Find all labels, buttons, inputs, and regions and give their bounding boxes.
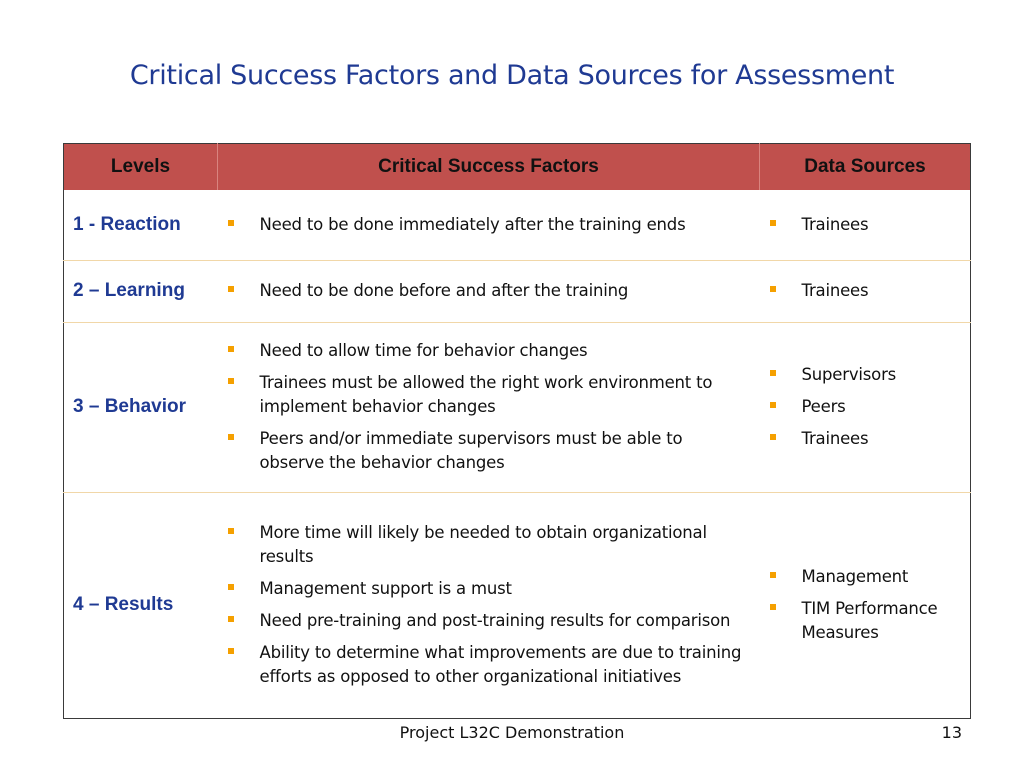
factors-cell: [218, 190, 760, 260]
table-row: [64, 492, 971, 719]
square-bullet-icon: [228, 346, 234, 352]
square-bullet-icon: [770, 572, 776, 578]
square-bullet-icon: [228, 434, 234, 440]
list-item: Peers and/or immediate supervisors must be able to observe the behavior changes: [218, 427, 760, 475]
square-bullet-icon: [770, 402, 776, 408]
list-item: Trainees must be allowed the right work environment to implement behavior changes: [218, 371, 760, 419]
table-row: [64, 260, 971, 322]
square-bullet-icon: [228, 528, 234, 534]
assessment-table: [63, 143, 971, 719]
factors-cell: [218, 260, 760, 322]
table-row: [64, 322, 971, 492]
slide-footer: [0, 723, 1024, 745]
list-item: Need to be done before and after the training: [218, 279, 760, 303]
list-item: Trainees: [760, 427, 971, 451]
level-cell: 1 - Reaction: [73, 213, 181, 235]
page-number: 13: [941, 723, 962, 742]
factors-cell: [218, 322, 760, 492]
list-item: Ability to determine what improvements are due to training efforts as opposed to other organizational initiatives: [218, 641, 760, 689]
square-bullet-icon: [228, 286, 234, 292]
factors-cell: [218, 492, 760, 719]
square-bullet-icon: [228, 616, 234, 622]
square-bullet-icon: [770, 286, 776, 292]
table-header-row: [64, 144, 971, 191]
square-bullet-icon: [228, 648, 234, 654]
square-bullet-icon: [228, 584, 234, 590]
header-data-sources: Data Sources: [760, 144, 971, 191]
square-bullet-icon: [770, 434, 776, 440]
table-row: [64, 190, 971, 260]
list-item: More time will likely be needed to obtain organizational results: [218, 521, 760, 569]
square-bullet-icon: [228, 220, 234, 226]
list-item: Need to allow time for behavior changes: [218, 339, 760, 363]
list-item: TIM Performance Measures: [760, 597, 971, 645]
square-bullet-icon: [770, 220, 776, 226]
footer-text: Project L32C Demonstration: [399, 723, 625, 742]
header-critical-success-factors: Critical Success Factors: [218, 144, 760, 191]
header-levels: Levels: [64, 144, 218, 191]
square-bullet-icon: [228, 378, 234, 384]
list-item: Need pre-training and post-training results for comparison: [218, 609, 760, 633]
square-bullet-icon: [770, 604, 776, 610]
level-cell: 2 – Learning: [64, 260, 218, 322]
list-item: Supervisors: [760, 363, 971, 387]
square-bullet-icon: [770, 370, 776, 376]
sources-cell: [760, 492, 971, 719]
list-item: Management: [760, 565, 971, 589]
list-item: Management support is a must: [218, 577, 760, 601]
list-item: Need to be done immediately after the training ends: [218, 213, 760, 237]
sources-cell: [760, 260, 971, 322]
level-cell: 3 – Behavior: [64, 322, 218, 492]
sources-cell: [760, 190, 971, 260]
list-item: Peers: [760, 395, 971, 419]
level-cell: 4 – Results: [64, 492, 218, 719]
sources-cell: [760, 322, 971, 492]
list-item: Trainees: [760, 213, 971, 237]
slide-title: Critical Success Factors and Data Sources for Assessment: [129, 60, 895, 91]
list-item: Trainees: [760, 279, 971, 303]
